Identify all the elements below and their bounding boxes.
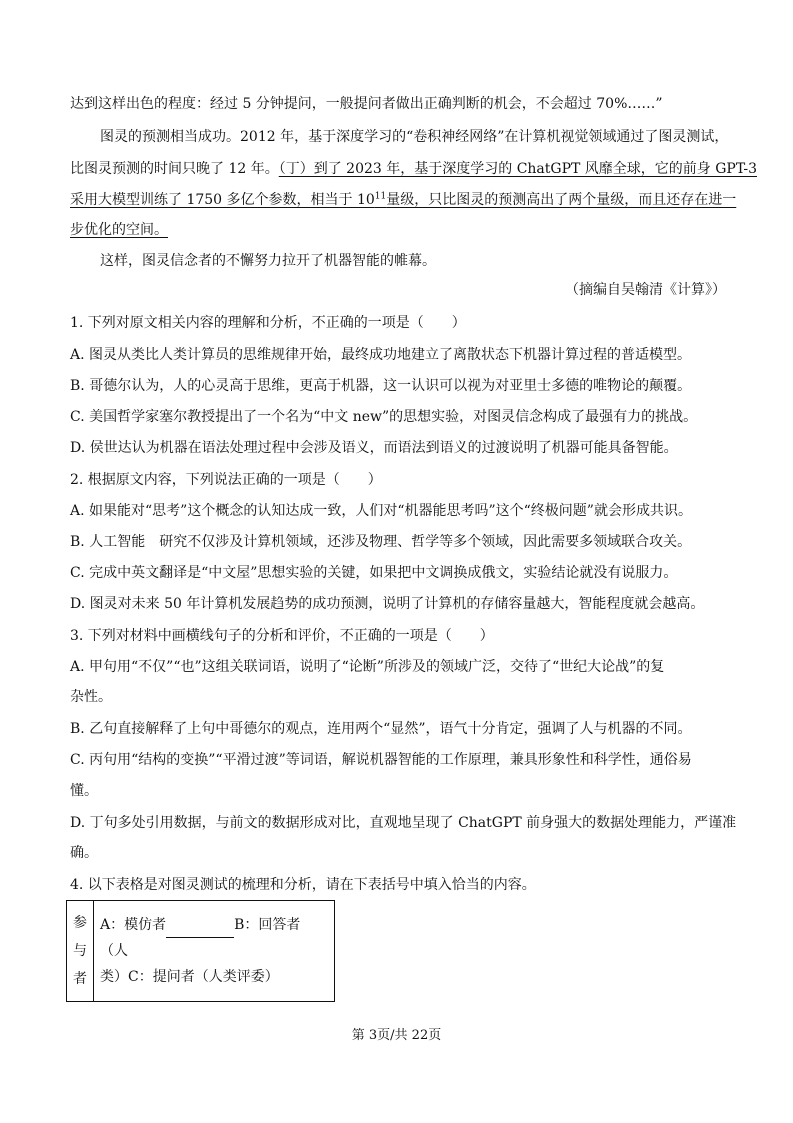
option-c-cont: 懂。 bbox=[70, 783, 98, 799]
exponent: 11 bbox=[374, 191, 387, 202]
passage-text: 采用大模型训练了 1750 多亿个参数，相当于 10 bbox=[70, 192, 375, 208]
question-stem: 3. 下列对材料中画横线句子的分析和评价，不正确的一项是（ ） bbox=[70, 628, 494, 644]
passage-text: 比图灵预测的时间只晚了 12 年。 bbox=[70, 161, 279, 177]
answer-blank[interactable] bbox=[166, 923, 234, 938]
question-stem: 4. 以下表格是对图灵测试的梳理和分析，请在下表括号中填入恰当的内容。 bbox=[70, 877, 536, 893]
option-a-cont: 杂性。 bbox=[70, 689, 112, 705]
page-footer: 第 3页/共 22页 bbox=[351, 1028, 442, 1043]
turing-test-table bbox=[66, 900, 335, 1002]
option-b: B. 乙句直接解释了上句中哥德尔的观点，连用两个“显然”，语气十分肯定，强调了人与机器的不同。 bbox=[70, 721, 692, 737]
underlined-sentence-ding: （丁）到了 2023 年，基于深度学习的 ChatGPT 风靡全球，它的前身 GPT-3 bbox=[278, 161, 758, 177]
option-d-cont: 确。 bbox=[70, 845, 98, 861]
passage-line: 步优化的空间。 bbox=[70, 222, 168, 238]
question-stem: 2. 根据原文内容，下列说法正确的一项是（ ） bbox=[70, 472, 382, 488]
option-c: C. 丙句用“结构的变换”“平滑过渡”等词语，解说机器智能的工作原理，兼具形象性和科学性，通俗易 bbox=[70, 752, 692, 768]
row-header-participants: 参 与 者 bbox=[67, 901, 94, 1002]
option-a: A. 图灵从类比人类计算员的思维规律开始，最终成功地建立了离散状态下机器计算过程的普适模型。 bbox=[70, 347, 692, 363]
option-a: A. 甲句用“不仅”“也”这组关联词语，说明了“论断”所涉及的领域广泛，交待了“世纪大论战”的复 bbox=[70, 659, 665, 675]
option-d: D. 侯世达认为机器在语法处理过程中会涉及语义，而语法到语义的过渡说明了机器可能具备智能。 bbox=[70, 440, 678, 456]
option-b: B. 哥德尔认为，人的心灵高于思维，更高于机器，这一认识可以视为对亚里士多德的唯物论的颠覆。 bbox=[70, 378, 692, 394]
participant-c: 类）C：提问者（人类评委） bbox=[100, 969, 279, 985]
source-citation: （摘编自吴翰清《计算》） bbox=[565, 282, 726, 298]
question-stem: 1. 下列对原文相关内容的理解和分析，不正确的一项是（ ） bbox=[70, 315, 466, 331]
option-d: D. 图灵对未来 50 年计算机发展趋势的成功预测，说明了计算机的存储容量越大，智能程度就会越高。 bbox=[70, 596, 705, 612]
participant-a: A：模仿者 bbox=[100, 917, 167, 933]
participant-b: B：回答者（人 bbox=[100, 917, 301, 959]
participants-cell bbox=[94, 901, 335, 1002]
option-c: C. 美国哲学家塞尔教授提出了一个名为“中文 new”的思想实验，对图灵信念构成了最强有力的挑战。 bbox=[70, 409, 698, 425]
passage-line: 这样，图灵信念者的不懈努力拉开了机器智能的帷幕。 bbox=[100, 253, 436, 269]
passage-line bbox=[70, 159, 757, 179]
option-b: B. 人工智能 研究不仅涉及计算机领域，还涉及物理、哲学等多个领域，因此需要多领域联合攻关。 bbox=[70, 534, 692, 550]
option-c: C. 完成中英文翻译是“中文屋”思想实验的关键，如果把中文调换成俄文，实验结论就没有说服力。 bbox=[70, 565, 678, 581]
passage-text: 量级，只比图灵的预测高出了两个量级，而且还存在进一 bbox=[386, 192, 737, 208]
passage-line: 图灵的预测相当成功。2012 年，基于深度学习的“卷积神经网络”在计算机视觉领域通过了图灵测试， bbox=[100, 129, 729, 145]
option-d: D. 丁句多处引用数据，与前文的数据形成对比，直观地呈现了 ChatGPT 前身强大的数据处理能力，严谨准 bbox=[70, 815, 737, 831]
passage-line: 达到这样出色的程度：经过 5 分钟提问，一般提问者做出正确判断的机会，不会超过 70%……” bbox=[70, 96, 663, 112]
option-a: A. 如果能对“思考”这个概念的认知达成一致，人们对“机器能思考吗”这个“终极问题”就会形成共识。 bbox=[70, 503, 692, 519]
passage-line bbox=[70, 190, 736, 210]
